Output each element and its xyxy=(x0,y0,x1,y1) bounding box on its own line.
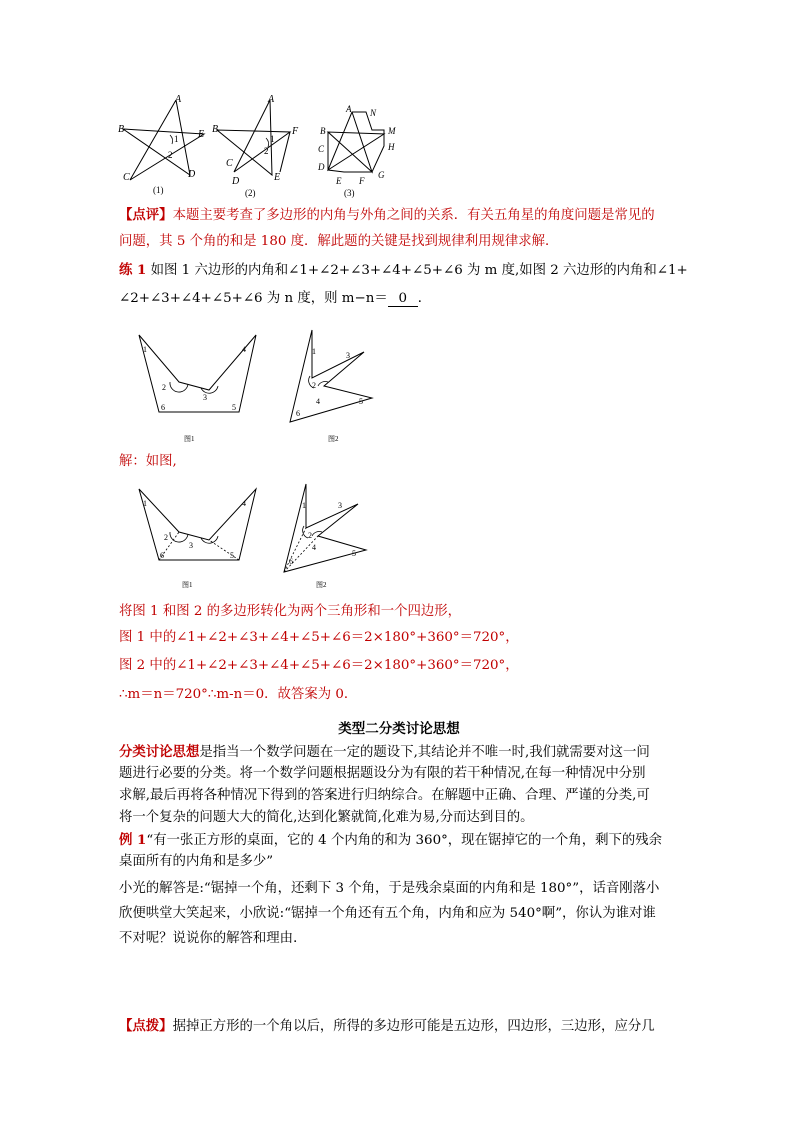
svg-text:D: D xyxy=(188,169,196,180)
solution-line-3: 图 2 中的∠1+∠2+∠3+∠4+∠5+∠6＝2×180°+360°＝720°， xyxy=(119,658,519,673)
svg-text:B: B xyxy=(320,126,326,136)
svg-text:2: 2 xyxy=(162,383,166,392)
svg-text:4: 4 xyxy=(242,345,246,354)
svg-text:图1: 图1 xyxy=(184,435,195,443)
section-line-4: 将一个复杂的问题大大的简化,达到化繁就简,化难为易,分而达到目的。 xyxy=(119,810,534,825)
svg-text:1: 1 xyxy=(312,347,316,356)
svg-text:2: 2 xyxy=(312,381,316,390)
example-line-3: 小光的解答是:“锯掉一个角，还剩下 3 个角，于是残余桌面的内角和是 180°”，话音刚落小 xyxy=(119,881,660,896)
star-figure-2 xyxy=(212,92,312,197)
hexagon-figure-2 xyxy=(288,330,388,445)
svg-text:C: C xyxy=(123,172,130,183)
example-line-1: 例 1“有一张正方形的桌面，它的 4 个内角的和为 360°，现在锯掉它的一个角，剩下的残余 xyxy=(119,832,663,848)
svg-text:D: D xyxy=(318,162,325,172)
svg-text:4: 4 xyxy=(312,543,316,552)
svg-text:E: E xyxy=(198,129,205,140)
hint-tag: 【点拨】 xyxy=(119,1018,173,1034)
svg-text:(3): (3) xyxy=(344,188,355,198)
solution-line-1: 将图 1 和图 2 的多边形转化为两个三角形和一个四边形， xyxy=(119,604,462,619)
svg-text:(2): (2) xyxy=(245,188,256,198)
svg-text:B: B xyxy=(212,124,219,135)
section-line-3: 求解,最后再将各种情况下得到的答案进行归纳综合。在解题中正确、合理、严谨的分类,可 xyxy=(119,788,650,803)
hint-line-1: 【点拨】据掉正方形的一个角以后，所得的多边形可能是五边形，四边形，三边形，应分几 xyxy=(119,1018,655,1034)
section-line-2: 题进行必要的分类。将一个数学问题根据题设分为有限的若干种情况,在每一种情况中分别 xyxy=(119,766,646,781)
example-line-4: 欣便哄堂大笑起来，小欣说:“锯掉一个角还有五个角，内角和应为 540°啊”，你认为谁对谁 xyxy=(119,906,656,921)
svg-text:3: 3 xyxy=(189,541,193,550)
exercise-line-1: 练 1 如图 1 六边形的内角和∠1+∠2+∠3+∠4+∠5+∠6 为 m 度,如图 2 六边形的内角和∠1+ xyxy=(119,262,688,278)
svg-text:E: E xyxy=(336,176,342,186)
svg-text:2: 2 xyxy=(164,533,168,542)
svg-text:B: B xyxy=(118,124,125,135)
svg-text:F: F xyxy=(359,176,365,186)
svg-text:4: 4 xyxy=(242,499,246,508)
svg-text:1: 1 xyxy=(143,499,147,508)
svg-text:C: C xyxy=(318,144,325,154)
example-line-2: 桌面所有的内角和是多少” xyxy=(119,854,274,869)
exercise-line-2: ∠2+∠3+∠4+∠5+∠6 为 n 度，则 m−n＝ 0 ． xyxy=(119,291,432,306)
example-line-5: 不对呢？说说你的解答和理由． xyxy=(119,931,307,946)
comment-tag: 【点评】 xyxy=(119,207,173,223)
svg-text:6: 6 xyxy=(161,403,165,412)
svg-text:6: 6 xyxy=(160,551,164,560)
svg-text:图2: 图2 xyxy=(328,435,339,443)
section-term: 分类讨论思想 xyxy=(119,744,200,760)
svg-text:G: G xyxy=(378,170,385,180)
svg-text:2: 2 xyxy=(264,146,269,156)
example-label: 例 1 xyxy=(119,832,147,848)
solution-figure-2 xyxy=(282,484,382,594)
svg-text:5: 5 xyxy=(352,549,356,558)
solution-line-4: ∴m＝n＝720°∴m-n＝0．故答案为 0． xyxy=(119,687,358,702)
svg-text:1: 1 xyxy=(174,134,179,144)
star-figure-1 xyxy=(118,92,218,197)
svg-text:1: 1 xyxy=(302,501,306,510)
svg-text:3: 3 xyxy=(346,351,350,360)
svg-text:图2: 图2 xyxy=(316,581,327,589)
svg-text:2: 2 xyxy=(168,150,173,160)
answer-blank: 0 xyxy=(388,292,418,307)
hexagon-figure-1 xyxy=(134,330,264,445)
svg-text:5: 5 xyxy=(230,551,234,560)
svg-text:2: 2 xyxy=(308,531,312,540)
svg-text:(1): (1) xyxy=(153,185,164,195)
svg-text:5: 5 xyxy=(232,403,236,412)
svg-text:A: A xyxy=(268,94,275,105)
solution-line-2: 图 1 中的∠1+∠2+∠3+∠4+∠5+∠6＝2×180°+360°＝720°， xyxy=(119,630,519,645)
svg-text:3: 3 xyxy=(338,501,342,510)
svg-text:4: 4 xyxy=(316,397,320,406)
label: A xyxy=(175,94,182,105)
svg-text:1: 1 xyxy=(143,345,147,354)
section-line-1: 分类讨论思想是指当一个数学问题在一定的题设下,其结论并不唯一时,我们就需要对这一问 xyxy=(119,744,650,760)
svg-text:F: F xyxy=(292,126,299,137)
svg-text:图1: 图1 xyxy=(182,581,193,589)
svg-text:M: M xyxy=(388,126,396,136)
comment-line-2: 问题，其 5 个角的和是 180 度．解此题的关键是找到规律利用规律求解． xyxy=(119,234,559,249)
svg-text:6: 6 xyxy=(296,409,300,418)
svg-text:N: N xyxy=(370,108,377,118)
svg-text:1: 1 xyxy=(270,134,275,144)
comment-line-1: 【点评】本题主要考查了多边形的内角与外角之间的关系．有关五角星的角度问题是常见的 xyxy=(119,207,655,223)
svg-text:C: C xyxy=(226,158,233,169)
svg-text:5: 5 xyxy=(359,397,363,406)
svg-text:6: 6 xyxy=(289,557,293,566)
svg-text:A: A xyxy=(346,104,352,114)
solution-label: 解：如图, xyxy=(119,454,177,469)
star-figure-3 xyxy=(314,106,404,201)
svg-text:H: H xyxy=(388,142,395,152)
svg-text:D: D xyxy=(232,176,240,187)
exercise-label: 练 1 xyxy=(119,262,147,278)
svg-text:3: 3 xyxy=(203,393,207,402)
section-heading: 类型二分类讨论思想 xyxy=(338,721,460,737)
solution-figure-1 xyxy=(134,484,264,594)
svg-text:E: E xyxy=(274,172,281,183)
